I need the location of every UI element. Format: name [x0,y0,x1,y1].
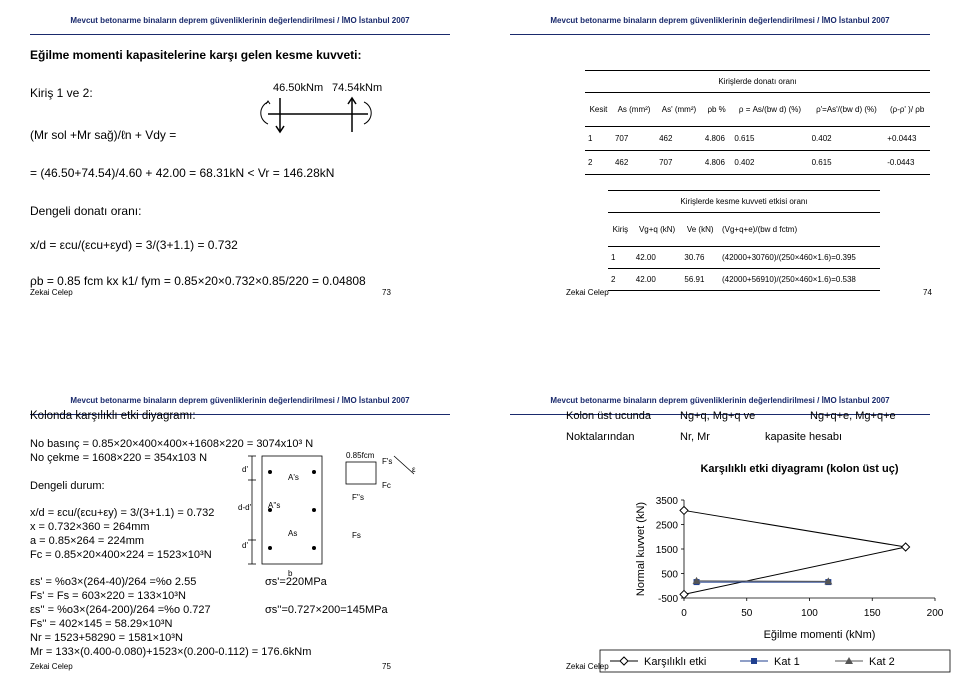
table-cell: 462 [614,158,629,167]
table-cell: +0.0443 [887,134,917,143]
svg-text:d': d' [242,541,248,550]
author: Zekai Celep [30,288,73,297]
table-cell: 1 [588,134,593,143]
y-axis-label: Normal kuvvet (kN) [635,501,647,597]
page-number: 75 [382,662,391,671]
formula-line: Fs'' = 402×145 = 58.29×10³N [30,618,173,630]
legend-label: Karşılıklı etki [644,656,707,668]
reinforcement-ratio-table [585,70,930,175]
x-tick-label: 150 [863,608,881,619]
slide-title: Eğilme momenti kapasitelerine karşı gelen kesme kuvveti: [30,48,362,62]
table-cell: 42.00 [635,275,656,284]
table-title: Kirişlerde donatı oranı [718,77,797,86]
legend-label: Kat 2 [869,656,895,668]
capacity-point-text: Noktalarından [566,431,635,443]
shear-formula: (Mr sol +Mr sağ)/ℓn + Vdy = [30,128,177,142]
formula-line: Mr = 133×(0.400-0.080)+1523×(0.200-0.112) = 176.6kNm [30,646,312,658]
formula-line: a = 0.85×264 = 224mm [30,535,145,547]
header-cell: As' (mm²) [661,105,697,114]
x-tick-label: 50 [741,608,753,619]
svg-text:0.85fcm: 0.85fcm [346,451,375,460]
data-point [680,506,688,514]
shear-ratio-table [608,190,880,291]
capacity-point-text: Ng+q, Mg+q ve [680,410,756,422]
y-tick-label: -500 [657,594,678,605]
table-cell: 0.402 [734,158,755,167]
table-header-row [585,93,930,127]
header-cell: As (mm²) [617,105,651,114]
formula-line: Dengeli durum: [30,480,105,492]
formula-line: εs'' = %o3×(264-200)/264 =%o 0.727 [30,604,211,616]
header-cell: Ve (kN) [686,225,714,234]
table-cell: 30.76 [684,253,705,262]
table-row [608,247,880,269]
table-title: Kirişlerde kesme kuvveti etkisi oranı [680,197,808,206]
svg-text:F's: F's [382,457,393,466]
legend-label: Kat 1 [774,656,800,668]
table-cell: 2 [588,158,593,167]
slide-75 [0,380,480,680]
y-tick-label: 1500 [655,545,678,556]
capacity-point-text: Nr, Mr [680,431,710,443]
shear-result: = (46.50+74.54)/4.60 + 42.00 = 68.31kN < Vr = 146.28kN [30,166,335,180]
author: Zekai Celep [566,288,609,297]
header-cell: (ρ-ρ' )/ ρb [889,105,925,114]
page-number: 74 [923,288,932,297]
table-cell: 707 [659,158,673,167]
table-cell: 42.00 [635,253,656,262]
slide-76 [480,380,960,680]
x-axis-label: Eğilme momenti (kNm) [763,629,876,641]
xd-formula: x/d = εcu/(εcu+εyd) = 3/(3+1.1) = 0.732 [30,238,238,252]
header-cell: Kiriş [612,225,629,234]
slide-title: Kolonda karşılıklı etki diyagramı: [30,410,196,422]
formula-line: Fs' = Fs = 603×220 = 133×10³N [30,590,186,602]
formula-line: Nr = 1523+58290 = 1581×10³N [30,632,183,644]
table-row [608,269,880,291]
header-cell: (Vg+q+e)/(bw d fctm) [721,225,798,234]
author: Zekai Celep [566,662,609,671]
data-point [902,543,910,551]
balanced-ratio-heading: Dengeli donatı oranı: [30,204,142,218]
author: Zekai Celep [30,662,73,671]
table-header-row [608,213,880,247]
svg-text:A's: A's [288,473,299,482]
table-cell: 0.615 [811,158,832,167]
interaction-chart [480,380,960,680]
moment-diagram [240,74,383,134]
svg-text:d': d' [242,465,248,474]
svg-text:A''s: A''s [268,501,281,510]
svg-text:b: b [288,569,293,578]
table-row [585,151,930,175]
header-divider [30,34,450,35]
table-cell: 0.402 [811,134,832,143]
beam-label: Kiriş 1 ve 2: [30,86,93,100]
svg-text:As: As [288,529,298,538]
data-point [680,590,688,598]
header-cell: ρ'=As'/(bw d) (%) [816,105,877,114]
table-cell: 462 [659,134,673,143]
table-cell: 0.615 [734,134,755,143]
page-number: 73 [382,288,391,297]
svg-text:Fs: Fs [352,531,361,540]
steel-stress-1: σs'=220MPa [265,576,327,588]
slide-header: Mevcut betonarme binaların deprem güvenliklerinin değerlendirilmesi / İMO İstanbul 2007 [550,16,890,25]
slide-74 [480,0,960,300]
header-cell: Kesit [589,105,608,114]
table-cell: 707 [614,134,629,143]
moment-left-label: 46.50kNm [273,82,324,94]
svg-text:d-d': d-d' [238,503,252,512]
chart-title: Karşılıklı etki diyagramı (kolon üst uç) [700,463,899,475]
capacity-point-text: Kolon üst ucunda [566,410,652,422]
formula-line: εs' = %o3×(264-40)/264 =%o 2.55 [30,576,197,588]
column-section-diagram [236,451,426,578]
table-cell: -0.0443 [887,158,915,167]
x-tick-label: 100 [801,608,818,619]
formula-line: Fc = 0.85×20×400×224 = 1523×10³N [30,549,212,561]
capacity-point-text: Ng+q+e, Mg+q+e [810,410,896,422]
y-tick-label: 3500 [655,496,678,507]
svg-text:ε: ε [412,465,416,474]
table-cell: 2 [611,275,616,284]
svg-text:F''s: F''s [352,493,364,502]
svg-text:Fc: Fc [382,481,391,490]
x-tick-label: 200 [926,608,944,619]
slide-header: Mevcut betonarme binaların deprem güvenliklerinin değerlendirilmesi / İMO İstanbul 2007 [70,16,410,25]
table-cell: (42000+56910)/(250×460×1.6)=0.538 [721,275,856,284]
x-tick-label: 0 [681,608,687,619]
legend-marker [751,658,757,664]
rho-b-formula: ρb = 0.85 fcm kx k1/ fym = 0.85×20×0.732×0.85/220 = 0.04808 [30,274,366,288]
moment-right-label: 74.54kNm [332,82,383,94]
slide-header: Mevcut betonarme binaların deprem güvenliklerinin değerlendirilmesi / İMO İstanbul 2007 [550,396,890,405]
header-cell: ρ = As/(bw d) (%) [738,105,802,114]
capacity-point-text: kapasite hesabı [765,431,843,443]
table-row [585,127,930,151]
formula-line: x = 0.732×360 = 264mm [30,521,150,533]
header-cell: ρb % [707,105,726,114]
table-cell: 1 [611,253,616,262]
slide-header: Mevcut betonarme binaların deprem güvenliklerinin değerlendirilmesi / İMO İstanbul 2007 [70,396,410,405]
header-cell: Vg+q (kN) [638,225,676,234]
y-tick-label: 500 [661,569,678,581]
steel-stress-2: σs''=0.727×200=145MPa [265,604,388,616]
header-divider [510,34,930,35]
slide-73 [0,0,480,300]
table-cell: 4.806 [704,134,725,143]
formula-line: No çekme = 1608×220 = 354x103 N [30,452,208,464]
table-cell: (42000+30760)/(250×460×1.6)=0.395 [721,253,856,262]
table-cell: 56.91 [684,275,705,284]
formula-line: x/d = εcu/(εcu+εy) = 3/(3+1.1) = 0.732 [30,507,215,519]
table-cell: 4.806 [704,158,725,167]
formula-line: No basınç = 0.85×20×400×400×+1608×220 = 3074x10³ N [30,438,314,450]
y-tick-label: 2500 [655,520,678,532]
